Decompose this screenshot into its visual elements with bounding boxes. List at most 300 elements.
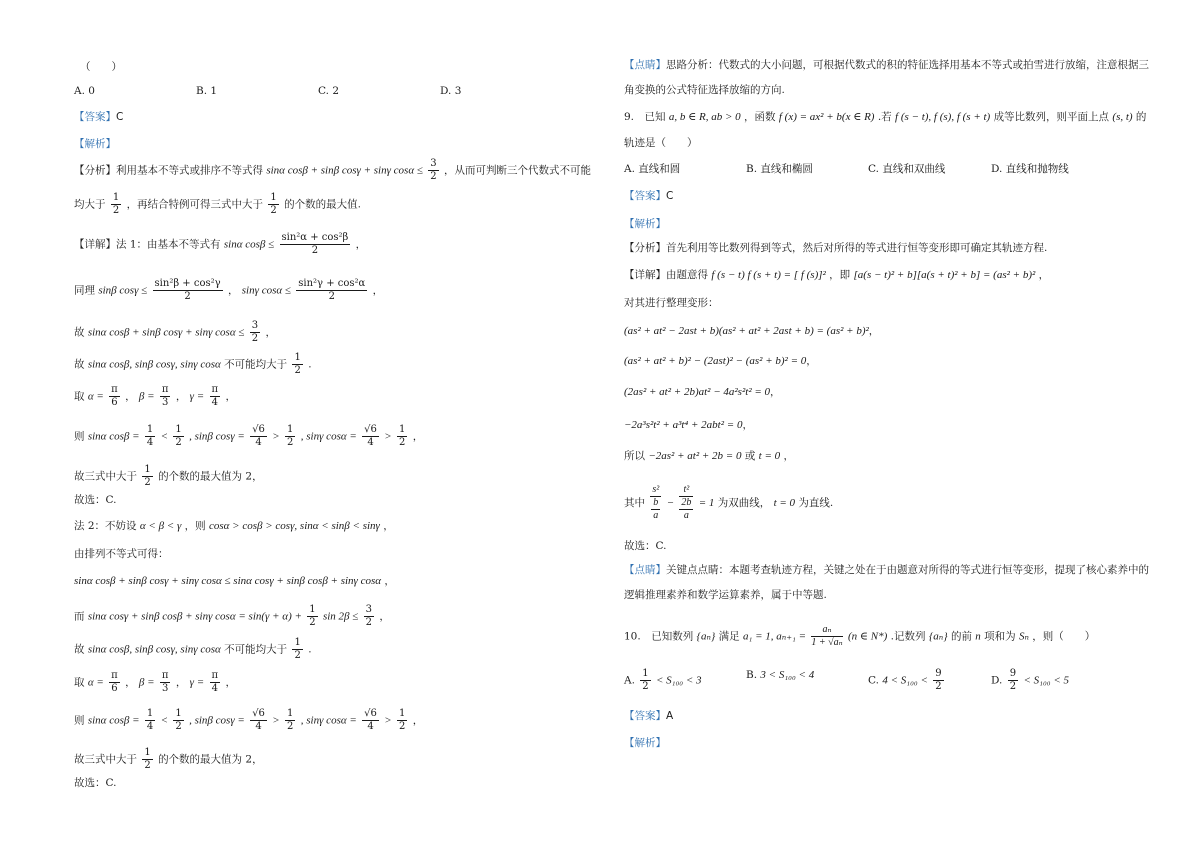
- comma: ，: [412, 714, 424, 727]
- frac-den: a: [653, 510, 659, 521]
- frac-den: 2: [175, 721, 182, 732]
- gt: >: [384, 714, 392, 727]
- frac-den: 2: [251, 333, 259, 344]
- answer-paren: （ ）: [80, 61, 122, 73]
- frac-den: 2: [144, 477, 151, 488]
- frac-den: [679, 497, 693, 522]
- q10-mid1: 满足: [718, 630, 740, 643]
- fenxi-line2a: 均大于: [74, 198, 106, 211]
- q10-expr3: (n ∈ N*): [848, 630, 888, 643]
- gu2-expr: sinα cosβ, sinβ cosγ, sinγ cosα: [87, 643, 221, 656]
- detail-end: ，: [1038, 269, 1050, 281]
- frac-num: 3: [430, 158, 437, 169]
- frac-num: 1: [399, 708, 406, 719]
- answer-value: C: [116, 111, 124, 123]
- frac-den: 4: [146, 437, 154, 448]
- frac-num: b: [653, 497, 659, 508]
- choose-9: 故选：C.: [624, 540, 667, 552]
- dianjing1-text: 思路分析：代数式的大小问题，可根据代数式的积的特征选择用基本不等式或拍雪进行放缩，注意根据三: [666, 59, 1149, 71]
- zhengli: 对其进行整理变形：: [624, 297, 719, 309]
- frac-num: 1: [399, 424, 406, 435]
- frac-num: 1: [175, 708, 182, 719]
- dianjing2-line1: [624, 563, 1149, 577]
- answer-value: A: [666, 710, 674, 722]
- q9-option-c: C. 直线和双曲线: [868, 163, 946, 175]
- q10-mid2: .记数列: [890, 630, 926, 643]
- result-a: 故三式中大于: [74, 470, 137, 483]
- frac-num: t²: [679, 484, 693, 497]
- dianjing1-tag: 【点睛】: [624, 59, 666, 71]
- half-frac: [285, 424, 295, 449]
- frac-num: 1: [144, 747, 151, 758]
- fenxi-prefix: 【分析】利用基本不等式或排序不等式得: [74, 164, 263, 177]
- fenxi-line2c: 的个数的最大值.: [284, 198, 361, 211]
- q10-frac: [811, 624, 842, 649]
- q9-end: 的: [1135, 111, 1147, 123]
- q9-expr2: f (x) = ax² + b(x ∈ R): [778, 111, 875, 123]
- fa2-prefix: 法 2：不妨设: [74, 520, 137, 532]
- option-label: C.: [868, 674, 879, 687]
- suoyi-prefix: 所以: [624, 450, 645, 462]
- paixu-end: ，: [384, 575, 395, 587]
- comma: ，: [125, 390, 136, 403]
- eq3-line: [624, 385, 781, 399]
- suoyi-end: ，: [783, 450, 794, 462]
- detail-frac: [280, 232, 351, 257]
- then-prefix: 则: [74, 714, 85, 727]
- q10-prefix: 10. 已知数列: [624, 630, 694, 643]
- analysis-tag-10: 【解析】: [624, 737, 666, 749]
- then-prefix: 则: [74, 430, 85, 443]
- q10-option-a: [624, 668, 702, 693]
- q9-mid1: ，函数: [744, 111, 776, 123]
- option-label: B.: [746, 669, 758, 681]
- half-frac: [173, 708, 183, 733]
- gu1-prefix: 故: [74, 326, 85, 339]
- gt: >: [272, 430, 280, 443]
- choose-2: 故选：C.: [74, 777, 117, 789]
- frac-num: π: [111, 670, 118, 681]
- frac-den: 1 + √aₙ: [811, 637, 843, 648]
- half-frac: [142, 464, 152, 489]
- frac-den: 2: [399, 721, 406, 732]
- q9-mid3: 成等比数列，则平面上点: [993, 111, 1110, 123]
- frac-num: 2b: [681, 497, 692, 508]
- gamma-eq: γ =: [189, 390, 205, 403]
- eq1-end: ，: [868, 325, 880, 337]
- frac-den: 2: [365, 617, 373, 628]
- answer-tag: 【答案】: [624, 710, 666, 722]
- detail-expr1: f (s − t) f (s + t) = [ f (s)]²: [711, 269, 826, 281]
- dianjing2-text: 关键点点睛：本题考查轨迹方程，关键之处在于由题意对所得的等式进行恒等变形，提现了核心素养中的: [666, 564, 1149, 576]
- option-label: A.: [624, 674, 635, 687]
- frac-num: 1: [146, 424, 154, 435]
- gu2-prefix: 故: [74, 643, 85, 656]
- frac-den: 2: [328, 291, 335, 302]
- option-expr: 4 < S₁₀₀ <: [882, 674, 928, 687]
- lt: <: [160, 714, 169, 727]
- frac-num: aₙ: [811, 624, 842, 637]
- option-label: D.: [991, 674, 1003, 687]
- comma: ，: [175, 676, 187, 689]
- beta-eq: β =: [138, 390, 155, 403]
- frac-den: 2: [112, 205, 120, 216]
- frac-num: π: [211, 384, 219, 395]
- fenxi-9: 【分析】首先利用等比数列得到等式，然后对所得的等式进行恒等变形即可确定其轨迹方程.: [624, 242, 1048, 254]
- frac-num: 3: [365, 604, 373, 615]
- frac-num: 1: [642, 668, 649, 679]
- fenxi-suffix: ，从而可判断三个代数式不可能: [443, 164, 591, 177]
- eq-one: = 1: [698, 497, 715, 509]
- detail-9-line: [624, 268, 1049, 282]
- frac-num: π: [211, 670, 219, 681]
- half-frac: [397, 424, 407, 449]
- beta-frac: [160, 670, 171, 695]
- frac-num: 1: [144, 464, 151, 475]
- half-frac: [268, 192, 278, 217]
- q9-line2: 轨迹是（ ）: [624, 137, 698, 149]
- frac-den: 4: [255, 721, 262, 732]
- comma: ，: [225, 676, 236, 689]
- gu2-prefix: 故: [74, 358, 85, 371]
- frac-den: 2: [294, 365, 301, 376]
- result-a: 故三式中大于: [74, 753, 137, 766]
- q10-option-c: [868, 668, 946, 693]
- answer-tag: 【答案】: [624, 190, 666, 202]
- comma: ，: [412, 430, 424, 443]
- detail-prefix: 【详解】法 1：由基本不等式有: [74, 238, 221, 251]
- half-frac: [173, 424, 183, 449]
- same-expr2: sinγ cosα ≤: [241, 284, 291, 297]
- qz-expr: t = 0: [773, 497, 796, 509]
- qz-frac2: [679, 484, 693, 522]
- half-frac: [285, 708, 295, 733]
- choose-1: 故选：C.: [74, 494, 117, 506]
- fa2-end: ，: [383, 520, 394, 532]
- fenxi-line2b: ，再结合特例可得三式中大于: [126, 198, 264, 211]
- option-a: A. 0: [74, 85, 95, 97]
- quarter-frac: [145, 708, 155, 733]
- q9-mid2: .若: [877, 111, 892, 123]
- same-prefix: 同理: [74, 284, 95, 297]
- fenxi-line1: [74, 158, 591, 183]
- half-frac: [111, 192, 121, 217]
- answer-line: [74, 110, 123, 124]
- half-frac: [292, 352, 302, 377]
- frac-num: 1: [270, 192, 277, 203]
- q10-end: ，则（ ）: [1032, 630, 1096, 643]
- q9-option-b: B. 直线和椭圆: [746, 163, 813, 175]
- half-frac: [292, 637, 302, 662]
- frac-den: 3: [162, 683, 169, 694]
- alpha-eq: α =: [87, 390, 104, 403]
- gamma-frac: [210, 670, 221, 695]
- detail-prefix: 【详解】由题意得: [624, 269, 708, 281]
- frac-den: 4: [211, 683, 218, 694]
- gu2-line: [74, 352, 312, 377]
- then-expr3: , sinγ cosα =: [300, 430, 357, 443]
- frac-den: 2: [175, 437, 182, 448]
- frac-num: π: [111, 384, 118, 395]
- same-expr1: sinβ cosγ ≤: [98, 284, 148, 297]
- q10-line: [624, 624, 1095, 649]
- q10-mid4: 项和为: [984, 630, 1016, 643]
- nine-half-frac: [933, 668, 943, 693]
- take-line-1: [74, 384, 236, 409]
- half-frac: [397, 708, 407, 733]
- fenxi-line2: [74, 192, 361, 217]
- frac-den: 2: [309, 617, 316, 628]
- frac-den: [650, 497, 661, 522]
- qz-mid: 为双曲线，: [717, 497, 771, 509]
- q10-expr4: {aₙ}: [928, 630, 948, 643]
- frac-den: 2: [144, 760, 151, 771]
- root6-frac: [362, 424, 379, 449]
- dianjing2-tag: 【点睛】: [624, 564, 666, 576]
- eq1-line: [624, 324, 879, 338]
- beta-frac: [160, 384, 171, 409]
- frac-num: 1: [294, 352, 301, 363]
- fa2-expr2: cosα > cosβ > cosγ, sinα < sinβ < sinγ: [209, 520, 380, 532]
- q10-option-d: [991, 668, 1069, 693]
- frac-num: √6: [252, 424, 265, 435]
- eq4: −2a³s²t² + a³t⁴ + 2abt² = 0: [624, 419, 743, 431]
- root6-frac: [362, 708, 379, 733]
- q10-n: n: [975, 630, 981, 643]
- frac-num: π: [161, 384, 169, 395]
- frac-den: 2: [287, 721, 294, 732]
- then-line-2: [74, 708, 423, 733]
- dianjing1-line2: 角变换的公式特征选择放缩的方向.: [624, 84, 785, 96]
- root6-frac: [250, 708, 267, 733]
- then-line-1: [74, 424, 423, 449]
- frac-den: 2: [270, 205, 277, 216]
- fa2-expr: α < β < γ: [139, 520, 182, 532]
- gt: >: [384, 430, 392, 443]
- q10-expr1: {aₙ}: [696, 630, 716, 643]
- frac-num: 3: [251, 320, 259, 331]
- frac-num: sin²β + cos²γ: [154, 278, 221, 289]
- gu2-line-b: [74, 637, 312, 662]
- frac-den: 4: [367, 437, 374, 448]
- er-expr: sinα cosγ + sinβ cosβ + sinγ cosα = sin(γ + α) +: [87, 610, 302, 623]
- fa2-mid: ，则: [184, 520, 206, 532]
- comma: ，: [175, 390, 187, 403]
- option-expr: 3 < S₁₀₀ < 4: [760, 669, 815, 681]
- gu1-line: [74, 320, 276, 345]
- result-b: 的个数的最大值为 2，: [158, 470, 263, 483]
- gu1-end: ，: [265, 326, 276, 339]
- q10-option-b: [746, 668, 814, 682]
- beta-eq: β =: [138, 676, 155, 689]
- er-expr2: sin 2β ≤: [322, 610, 359, 623]
- frac-num: π: [161, 670, 169, 681]
- frac-num: 1: [294, 637, 301, 648]
- alpha-eq: α =: [87, 676, 104, 689]
- q9-option-d: D. 直线和抛物线: [991, 163, 1069, 175]
- frac-num: √6: [364, 708, 377, 719]
- frac-den: 2: [1009, 681, 1017, 692]
- same-frac2: [296, 278, 367, 303]
- frac-num: √6: [364, 424, 377, 435]
- then-expr3: , sinγ cosα =: [300, 714, 357, 727]
- frac-den: 2: [294, 650, 301, 661]
- q9-option-a: A. 直线和圆: [624, 163, 681, 175]
- option-c: C. 2: [318, 85, 340, 97]
- frac-num: 1: [175, 424, 182, 435]
- frac-num: 9: [1009, 668, 1017, 679]
- nested-frac: [679, 497, 693, 522]
- then-expr2: , sinβ cosγ =: [189, 430, 245, 443]
- q9-expr4: (s, t): [1112, 111, 1133, 123]
- frac-den: 2: [935, 681, 942, 692]
- frac-num: 1: [146, 708, 154, 719]
- suoyi-expr2: t = 0: [758, 450, 781, 462]
- frac-den: 3: [162, 397, 169, 408]
- then-expr1: sinα cosβ =: [87, 430, 140, 443]
- option-b: B. 1: [196, 85, 218, 97]
- option-expr: < S₁₀₀ < 3: [655, 674, 702, 687]
- same-mid: ，: [227, 284, 239, 297]
- nine-half-frac: [1008, 668, 1018, 693]
- quarter-frac: [145, 424, 155, 449]
- result-b: 的个数的最大值为 2，: [158, 753, 263, 766]
- q9-line1: [624, 110, 1146, 124]
- er-line: [74, 604, 390, 629]
- nested-frac: [651, 497, 660, 522]
- result-line-2: [74, 747, 263, 772]
- option-expr: < S₁₀₀ < 5: [1023, 674, 1070, 687]
- q10-mid3: 的前: [950, 630, 972, 643]
- frac-den: 6: [111, 397, 118, 408]
- paixu-line: 由排列不等式可得：: [74, 548, 169, 560]
- answer-value: C: [666, 190, 674, 202]
- frac-den: 4: [211, 397, 218, 408]
- alpha-frac: [109, 384, 120, 409]
- take-line-2: [74, 670, 236, 695]
- detail-mid: ，即: [829, 269, 851, 281]
- alpha-frac: [109, 670, 120, 695]
- eq1: (as² + at² − 2ast + b)(as² + at² + 2ast + b) = (as² + b)²: [624, 325, 869, 337]
- gu2-end: .: [308, 643, 312, 656]
- same-end: ，: [372, 284, 384, 297]
- eq2-line: [624, 354, 817, 368]
- detail-end: ，: [355, 238, 367, 251]
- analysis-tag-9: 【解析】: [624, 218, 666, 230]
- gu1-expr: sinα cosβ + sinβ cosγ + sinγ cosα ≤: [87, 326, 245, 339]
- suoyi-mid: 或: [744, 450, 756, 462]
- answer-line-9: [624, 189, 673, 203]
- half-frac: [640, 668, 650, 693]
- eq2: (as² + at² + b)² − (2ast)² − (as² + b)² = 0: [624, 355, 807, 367]
- lt: <: [160, 430, 169, 443]
- root6-frac: [250, 424, 267, 449]
- half-frac: [142, 747, 152, 772]
- take-prefix: 取: [74, 676, 85, 689]
- frac-num: 1: [309, 604, 316, 615]
- eq3-end: ，: [770, 386, 781, 398]
- frac-den: a: [683, 510, 689, 521]
- frac-den: 2: [430, 171, 437, 182]
- take-prefix: 取: [74, 390, 85, 403]
- qizhong-prefix: 其中: [624, 497, 645, 509]
- gu2-mid: 不可能均大于: [224, 643, 288, 656]
- paixu-expr: sinα cosβ + sinβ cosγ + sinγ cosα ≤ sinα cosγ + sinβ cosβ + sinγ cosα: [74, 575, 382, 587]
- q9-expr1: a, b ∈ R, ab > 0: [668, 111, 741, 123]
- er-end: ，: [379, 610, 390, 623]
- same-frac1: [153, 278, 223, 303]
- frac-den: 4: [367, 721, 374, 732]
- dianjing2-line2: 逻辑推理素养和数学运算素养，属于中等题.: [624, 589, 827, 601]
- result-line-1: [74, 464, 263, 489]
- gamma-eq: γ =: [189, 676, 205, 689]
- fenxi-frac: [428, 158, 438, 183]
- gu2-end: .: [308, 358, 312, 371]
- q10-expr2: a₁ = 1, aₙ₊₁ =: [743, 630, 807, 643]
- fa2-line: [74, 519, 394, 533]
- frac-num: sin²γ + cos²α: [298, 278, 366, 289]
- er-prefix: 而: [74, 610, 85, 623]
- answer-line-10: [624, 709, 673, 723]
- suoyi-line: [624, 449, 794, 463]
- qizhong-line: [624, 484, 833, 522]
- paixu-expr-line: [74, 574, 395, 588]
- frac-num: sin²α + cos²β: [281, 232, 349, 243]
- eq4-end: ，: [742, 419, 753, 431]
- answer-tag: 【答案】: [74, 111, 116, 123]
- frac-num: 1: [112, 192, 120, 203]
- q9-expr3: f (s − t), f (s), f (s + t): [895, 111, 991, 123]
- detail-expr2: [a(s − t)² + b][a(s + t)² + b] = (as² + b)²: [853, 269, 1036, 281]
- then-expr2: , sinβ cosγ =: [189, 714, 245, 727]
- option-d: D. 3: [440, 85, 462, 97]
- frac-den: 2: [311, 245, 319, 256]
- eq4-line: [624, 418, 753, 432]
- frac-num: 1: [287, 424, 294, 435]
- gamma-frac: [210, 384, 221, 409]
- frac-den: 4: [255, 437, 262, 448]
- half-frac: [307, 604, 317, 629]
- qz-end: 为直线.: [798, 497, 834, 509]
- dianjing1-line1: [624, 58, 1149, 72]
- detail-expr: sinα cosβ ≤: [223, 238, 275, 251]
- suoyi-expr1: −2as² + at² + 2b = 0: [648, 450, 742, 462]
- gt: >: [272, 714, 280, 727]
- minus: −: [666, 497, 675, 509]
- frac-den: 4: [146, 721, 154, 732]
- three-half-frac: [364, 604, 374, 629]
- frac-num: s²: [652, 484, 660, 495]
- frac-den: 6: [111, 683, 118, 694]
- frac-num: √6: [252, 708, 265, 719]
- frac-den: 2: [287, 437, 294, 448]
- q9-prefix: 9. 已知: [624, 111, 666, 123]
- comma: ，: [125, 676, 136, 689]
- qz-frac1: [650, 484, 661, 522]
- q10-sn: Sₙ: [1018, 630, 1029, 643]
- detail-line1: [74, 232, 366, 257]
- frac-den: 2: [642, 681, 649, 692]
- frac-num: 1: [287, 708, 294, 719]
- frac-den: 2: [399, 437, 406, 448]
- same-line: [74, 278, 383, 303]
- eq2-end: ，: [806, 355, 817, 367]
- frac-den: 2: [184, 291, 191, 302]
- then-expr1: sinα cosβ =: [87, 714, 140, 727]
- gu1-frac: [250, 320, 260, 345]
- gu2-mid: 不可能均大于: [224, 358, 288, 371]
- analysis-tag: 【解析】: [74, 138, 116, 150]
